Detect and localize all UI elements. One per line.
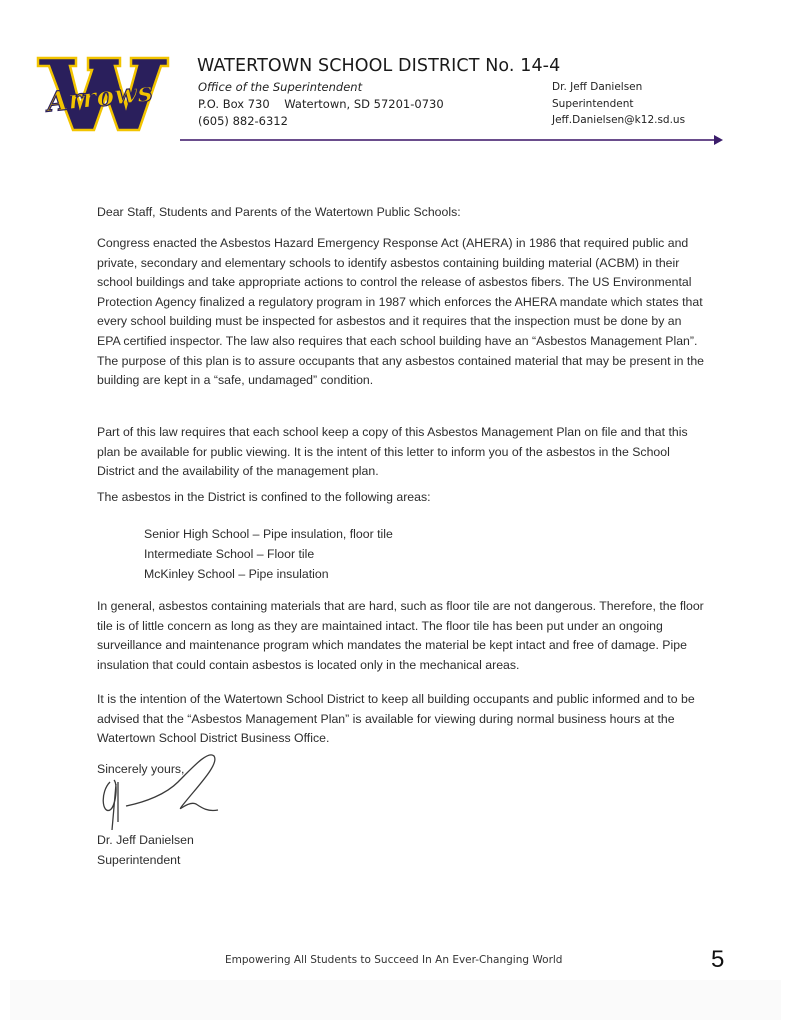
paragraph-areas-intro	[97, 488, 707, 508]
paragraph-text: Part of this law requires that each school keep a copy of this Asbestos Management Plan on file and that this plan be available for public viewing. It is the intent of this letter to inform you of the asbestos in the School District and the availability of the management plan.	[97, 425, 688, 479]
mailing-address: P.O. Box 730 Watertown, SD 57201-0730	[198, 97, 444, 111]
closing: Sincerely yours,	[97, 762, 185, 776]
paragraph-floor-tile	[97, 597, 707, 675]
paragraph-ahera	[97, 234, 707, 391]
district-logo	[36, 54, 171, 134]
list-item: Senior High School – Pipe insulation, floor tile	[144, 527, 393, 541]
contact-title: Superintendent	[552, 97, 634, 110]
district-title: WATERTOWN SCHOOL DISTRICT No. 14-4	[197, 56, 561, 76]
paragraph-text: In general, asbestos containing materials that are hard, such as floor tile are not dangerous. Therefore, the floor tile is of little concern as long as they are maintained intact. The floor tile has been put under an ongoing surveillance and maintenance program which mandates the material be kept intact and free of damage. Pipe insulation that could contain asbestos is located only in the mechanical areas.	[97, 599, 704, 672]
signature-icon	[96, 752, 226, 832]
paragraph-text: Congress enacted the Asbestos Hazard Emergency Response Act (AHERA) in 1986 that required public and private, secondary and elementary schools to identify asbestos containing building material (ACBM) in their school buildings and take appropriate actions to control the release of asbestos fibers. The US Environmental Protection Agency finalized a regulatory program in 1987 which enforces the AHERA mandate which states that every school building must be inspected for asbestos and it requires that the inspection must be done by an EPA certified inspector. The law also requires that each school building have an “Asbestos Management Plan”. The purpose of this plan is to assure occupants that any asbestos contained material that may be present in the building are kept in a “safe, undamaged” condition.	[97, 236, 705, 388]
svg-text:Arrows: Arrows	[45, 76, 154, 119]
signer-title: Superintendent	[97, 852, 181, 867]
paragraph-intention	[97, 690, 707, 749]
contact-email[interactable]: Jeff.Danielsen@k12.sd.us	[552, 114, 686, 126]
paragraph-plan-availability	[97, 423, 707, 482]
arrows-w-logo-icon	[36, 54, 171, 134]
greeting-text: Dear Staff, Students and Parents of the Watertown Public Schools:	[97, 205, 461, 219]
header-rule	[180, 139, 715, 141]
signer-block	[97, 831, 194, 870]
contact-block	[552, 79, 685, 129]
page-bottom-band	[10, 980, 781, 1020]
asbestos-areas-list	[144, 525, 393, 584]
contact-name: Dr. Jeff Danielsen	[552, 81, 643, 93]
signer-name: Dr. Jeff Danielsen	[97, 833, 194, 847]
paragraph-text: It is the intention of the Watertown School District to keep all building occupants and public informed and to be advised that the “Asbestos Management Plan” is available for viewing during normal business hours at the Watertown School District Business Office.	[97, 692, 695, 746]
salutation	[97, 203, 707, 223]
office-name: Office of the Superintendent	[198, 80, 363, 94]
list-item: Intermediate School – Floor tile	[144, 546, 315, 561]
arrowhead-icon	[714, 135, 723, 145]
phone-number: (605) 882-6312	[198, 114, 288, 128]
footer-motto: Empowering All Students to Succeed In An Ever-Changing World	[225, 954, 563, 966]
list-item: McKinley School – Pipe insulation	[144, 566, 329, 581]
page-number: 5	[711, 946, 725, 973]
paragraph-text: The asbestos in the District is confined to the following areas:	[97, 490, 431, 504]
